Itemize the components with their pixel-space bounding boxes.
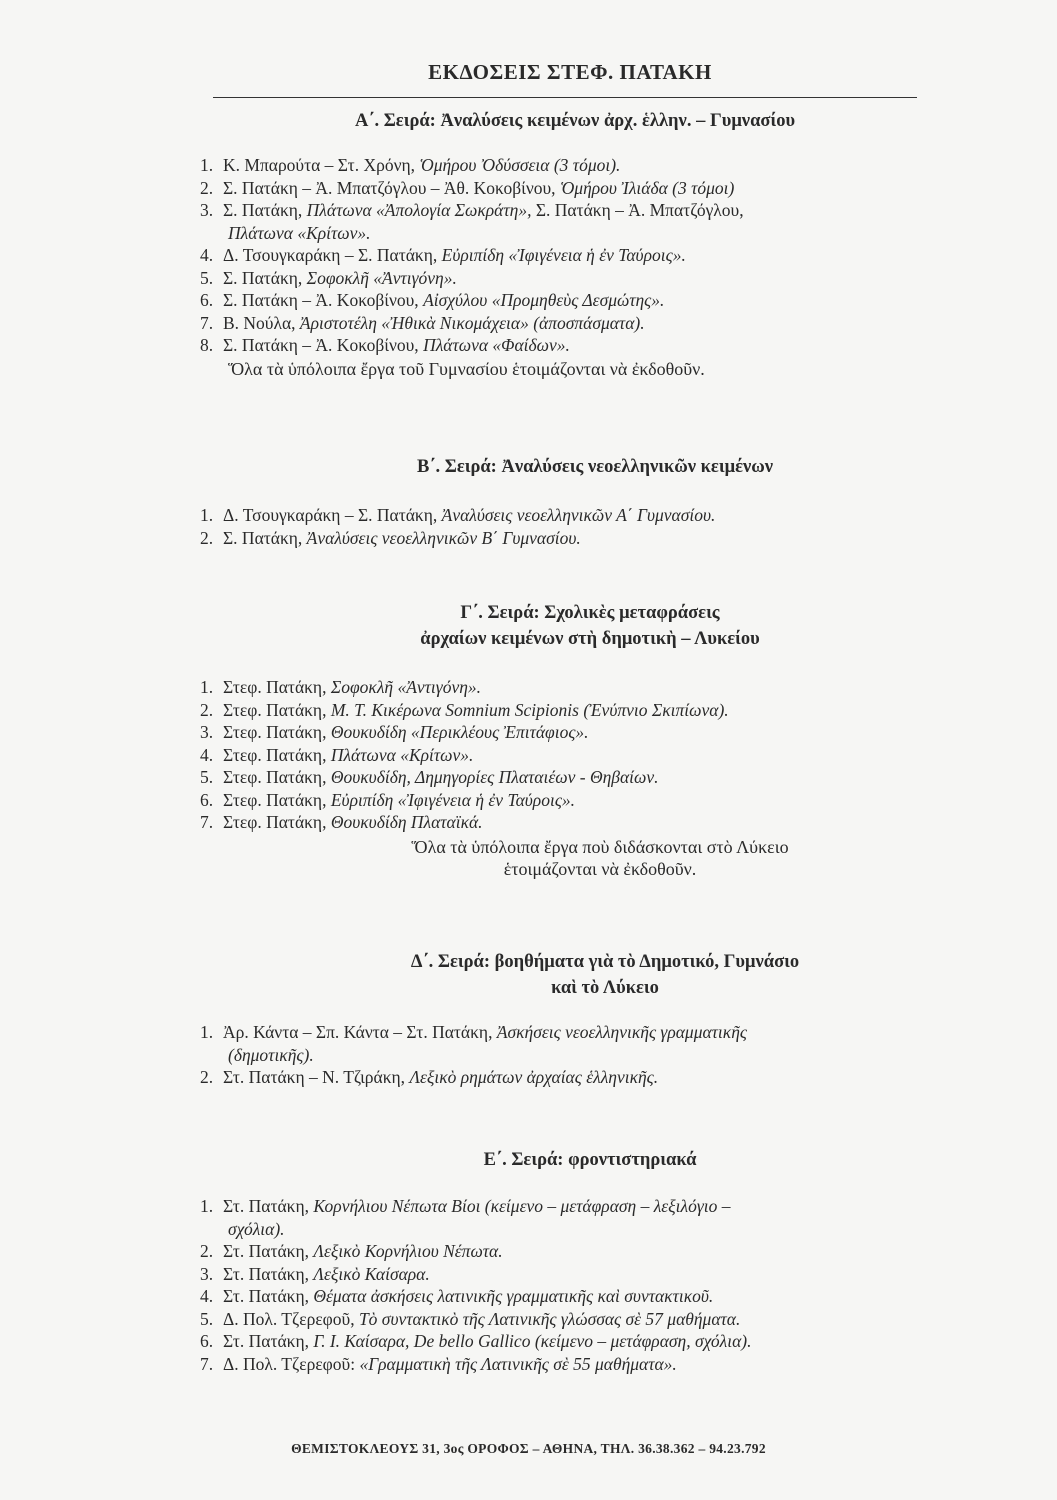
list-item: 2. Στ. Πατάκη, Λεξικὸ Κορνήλιου Νέπωτα. [200, 1241, 503, 1261]
series-c-title-line2: ἀρχαίων κειμένων στὴ δημοτικὴ – Λυκείου [420, 629, 760, 649]
series-d-title-line1: Δ΄. Σειρά: βοηθήματα γιὰ τὸ Δημοτικό, Γυμνάσιο [410, 952, 800, 972]
series-a-section [200, 108, 920, 380]
publisher-address: ΘΕΜΙΣΤΟΚΛΕΟΥΣ 31, 3ος ΟΡΟΦΟΣ – ΑΘΗΝΑ, ΤΗΛ. 36.38.362 – 94.23.792 [291, 1441, 766, 1456]
list-item: 2. Στεφ. Πατάκη, Μ. Τ. Κικέρωνα Somnium Scipionis (Ἐνύπνιο Σκιπίωνα). [200, 699, 729, 720]
list-item: 3. Στεφ. Πατάκη, Θουκυδίδη «Περικλέους Ἐπιτάφιος». [200, 722, 589, 742]
list-item: 1. Κ. Μπαρούτα – Στ. Χρόνη, Ὁμήρου Ὀδύσσεια (3 τόμοι). [200, 155, 621, 175]
list-item: 6. Σ. Πατάκη – Ἀ. Κοκοβίνου, Αἰσχύλου «Προμηθεὺς Δεσμώτης». [200, 290, 665, 310]
series-e-list [200, 1195, 920, 1375]
series-d-section [200, 949, 920, 1089]
list-item: 8. Σ. Πατάκη – Ἀ. Κοκοβίνου, Πλάτωνα «Φαίδων». [200, 335, 570, 355]
list-item: 2. Σ. Πατάκη – Ἀ. Μπατζόγλου – Ἀθ. Κοκοβίνου, Ὁμήρου Ἰλιάδα (3 τόμοι) [200, 177, 735, 198]
list-item: 1. Δ. Τσουγκαράκη – Σ. Πατάκη, Ἀναλύσεις νεοελληνικῶν Α΄ Γυμνασίου. [200, 505, 716, 525]
list-item: 2. Σ. Πατάκη, Ἀναλύσεις νεοελληνικῶν Β΄ Γυμνασίου. [200, 527, 581, 548]
series-e-title: Ε΄. Σειρά: φροντιστηριακά [483, 1150, 697, 1170]
list-item: 3. Σ. Πατάκη, Πλάτωνα «Ἀπολογία Σωκράτη», Σ. Πατάκη – Ἀ. Μπατζόγλου, Πλάτωνα «Κρίτων». [200, 200, 744, 243]
series-c-section [200, 600, 920, 881]
series-b-list [200, 504, 920, 549]
list-item: 7. Β. Νούλα, Ἀριστοτέλη «Ἠθικὰ Νικομάχεια» (ἀποσπάσματα). [200, 312, 645, 333]
list-item: 4. Στ. Πατάκη, Θέματα ἀσκήσεις λατινικῆς γραμματικῆς καὶ συντακτικοῦ. [200, 1286, 714, 1306]
list-item: 4. Δ. Τσουγκαράκη – Σ. Πατάκη, Εὐριπίδη «Ἰφιγένεια ἡ ἐν Ταύροις». [200, 245, 686, 265]
series-d-title-line2: καὶ τὸ Λύκειο [551, 978, 659, 998]
series-e-section [200, 1147, 920, 1375]
series-d-list [200, 1021, 920, 1089]
series-a-list [200, 154, 920, 357]
series-a-title: Α΄. Σειρά: Ἀναλύσεις κειμένων ἀρχ. ἑλλην. – Γυμνασίου [354, 111, 796, 131]
list-item: 7. Δ. Πολ. Τζερεφοῦ: «Γραμματικὴ τῆς Λατινικῆς σὲ 55 μαθήματα». [200, 1353, 677, 1374]
series-b-section [200, 454, 920, 549]
list-item: 6. Στ. Πατάκη, Γ. Ι. Καίσαρα, De bello Gallico (κείμενο – μετάφραση, σχόλια). [200, 1331, 752, 1351]
list-item: 2. Στ. Πατάκη – Ν. Τζιράκη, Λεξικὸ ρημάτων ἀρχαίας ἑλληνικῆς. [200, 1067, 659, 1087]
list-item: 1. Στεφ. Πατάκη, Σοφοκλῆ «Ἀντιγόνη». [200, 677, 482, 697]
page-title: ΕΚΔΟΣΕΙΣ ΣΤΕΦ. ΠΑΤΑΚΗ [428, 60, 712, 84]
series-a-note: Ὅλα τὰ ὑπόλοιπα ἔργα τοῦ Γυμνασίου ἑτοιμάζονται νὰ ἐκδοθοῦν. [228, 358, 705, 379]
series-c-note-line2: ἑτοιμάζονται νὰ ἐκδοθοῦν. [503, 859, 697, 879]
list-item: 5. Στεφ. Πατάκη, Θουκυδίδη, Δημηγορίες Πλαταιέων - Θηβαίων. [200, 767, 659, 787]
list-item: 4. Στεφ. Πατάκη, Πλάτωνα «Κρίτων». [200, 744, 474, 765]
series-b-title: Β΄. Σειρά: Ἀναλύσεις νεοελληνικῶν κειμένων [416, 457, 774, 477]
list-item: 5. Δ. Πολ. Τζερεφοῦ, Τὸ συντακτικὸ τῆς Λατινικῆς γλώσσας σὲ 57 μαθήματα. [200, 1308, 741, 1329]
header-divider [213, 97, 917, 98]
list-item: 5. Σ. Πατάκη, Σοφοκλῆ «Ἀντιγόνη». [200, 267, 457, 288]
list-item: 7. Στεφ. Πατάκη, Θουκυδίδη Πλαταϊκά. [200, 812, 483, 832]
list-item: 6. Στεφ. Πατάκη, Εὐριπίδη «Ἰφιγένεια ἡ ἐν Ταύροις». [200, 789, 576, 810]
list-item: 3. Στ. Πατάκη, Λεξικὸ Καίσαρα. [200, 1263, 430, 1284]
series-c-list [200, 676, 920, 834]
series-c-title-line1: Γ΄. Σειρά: Σχολικὲς μεταφράσεις [460, 603, 720, 623]
series-c-note-line1: Ὅλα τὰ ὑπόλοιπα ἔργα ποὺ διδάσκονται στὸ Λύκειο [411, 836, 789, 857]
list-item: 1. Ἀρ. Κάντα – Σπ. Κάντα – Στ. Πατάκη, Ἀσκήσεις νεοελληνικῆς γραμματικῆς (δημοτικῆς). [200, 1022, 747, 1065]
list-item: 1. Στ. Πατάκη, Κορνήλιου Νέπωτα Βίοι (κείμενο – μετάφραση – λεξιλόγιο – σχόλια). [200, 1196, 731, 1239]
